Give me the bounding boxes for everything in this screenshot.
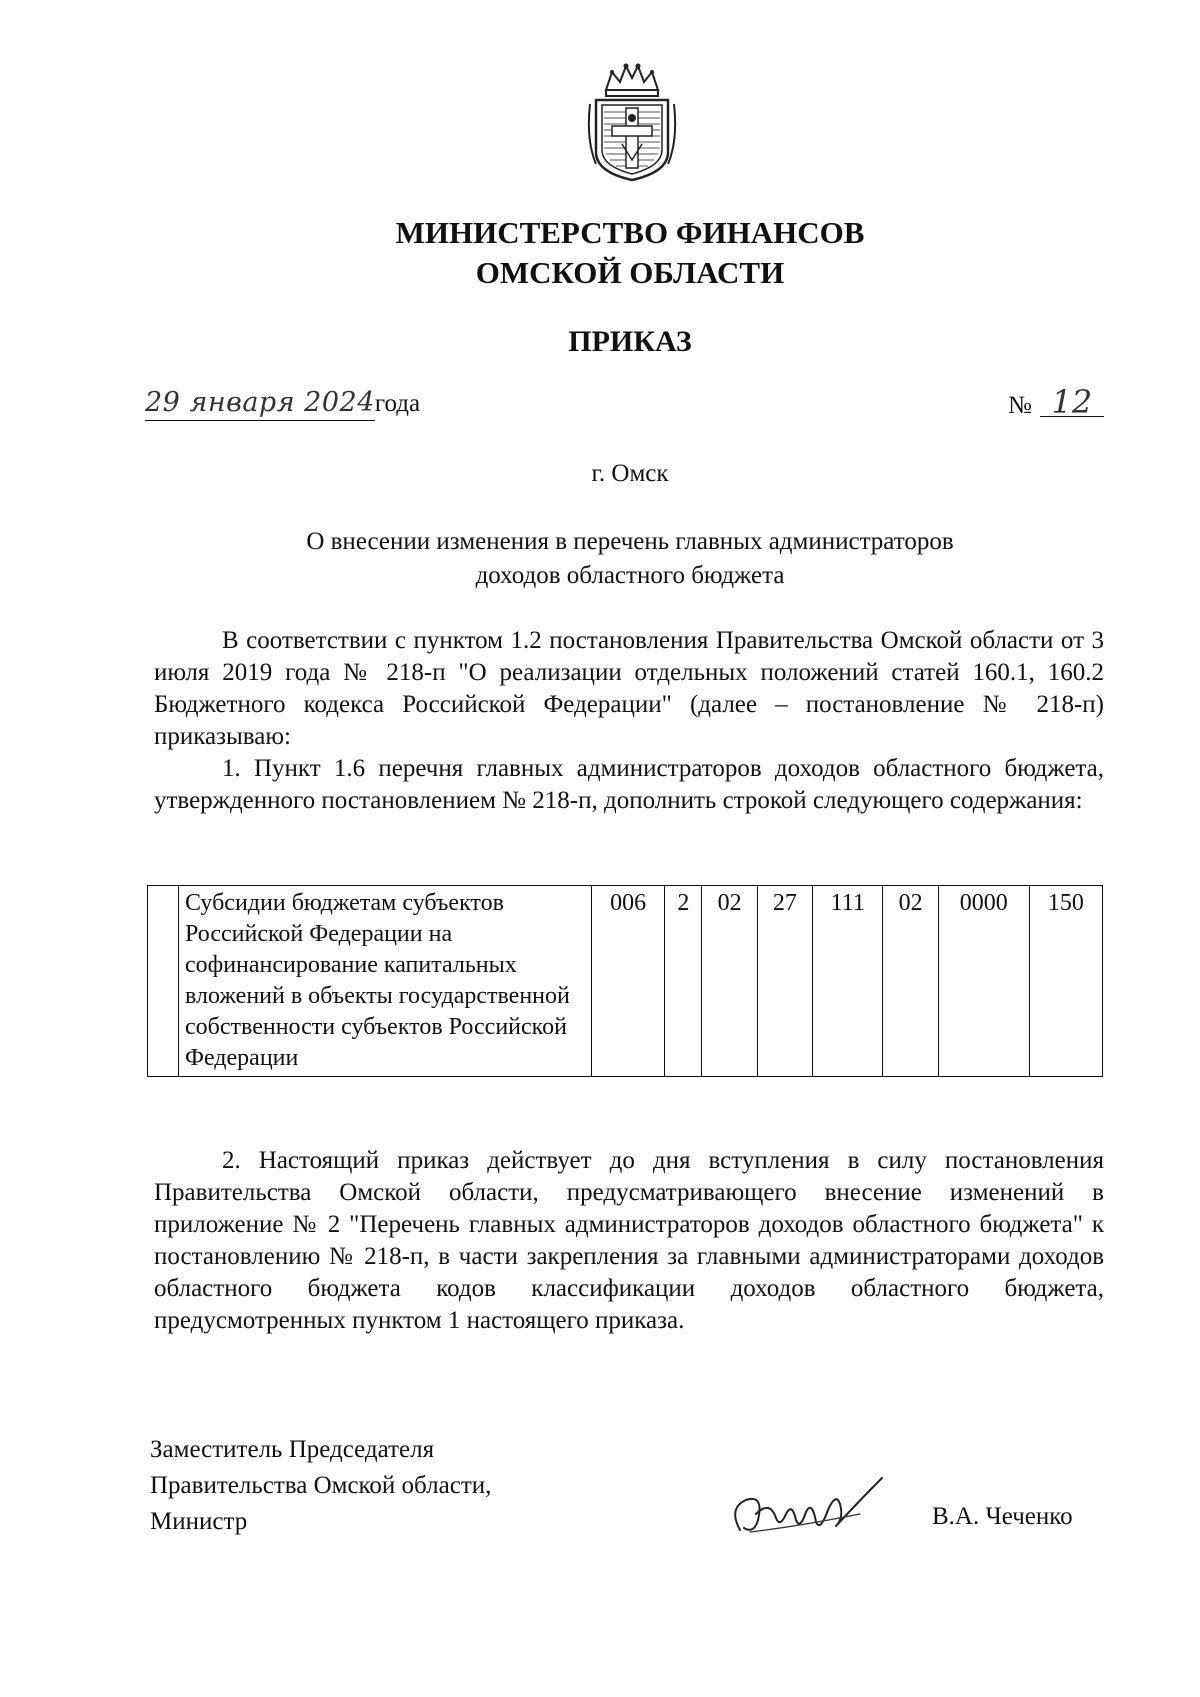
- number-label: №: [1008, 392, 1032, 419]
- omsk-coat-of-arms-icon: [584, 60, 680, 184]
- date-handwritten: 29 января 2024: [145, 388, 375, 421]
- table-cell-code: 02: [702, 886, 757, 1077]
- signer-position-line3: Министр: [150, 1508, 248, 1535]
- table-cell-code: 27: [757, 886, 812, 1077]
- order-subject: [0, 525, 1200, 593]
- signer-name: В.А. Чеченко: [932, 1503, 1073, 1530]
- number-handwritten: 12: [1040, 388, 1104, 417]
- paragraph-preamble: В соответствии с пунктом 1.2 постановления Правительства Омской области от 3 июля 2019 года № 218-п "О реализации отдельных положений статей 160.1, 160.2 Бюджетного кодекса Российской Федерации" (далее – постановление № 218-п) приказываю:: [154, 627, 1104, 750]
- table-cell-code: 02: [883, 886, 938, 1077]
- table-cell-code: 0000: [938, 886, 1029, 1077]
- table-cell-blank: [148, 886, 179, 1077]
- revenue-code-table: [147, 885, 1103, 1077]
- handwritten-signature: [720, 1470, 890, 1550]
- table-row: [148, 886, 1103, 1077]
- subject-line1: О внесении изменения в перечень главных администраторов: [306, 528, 954, 555]
- table-cell-code: 111: [812, 886, 883, 1077]
- order-number: [1008, 383, 1104, 421]
- ministry-name-line2: ОМСКОЙ ОБЛАСТИ: [475, 255, 785, 290]
- paragraph-item-2: 2. Настоящий приказ действует до дня вступления в силу постановления Правительства Омской области, предусматривающего внесение изменений в приложение № 2 "Перечень главных администраторов доходов областного бюджета" к постановлению № 218-п, в части закрепления за главными администраторами доходов областного бюджета кодов классификации доходов областного бюджета, предусмотренных пунктом 1 настоящего приказа.: [154, 1147, 1104, 1334]
- table-cell-description: Субсидии бюджетам субъектов Российской Федерации на софинансирование капитальных вложений в объекты государственной собственности субъектов Российской Федерации: [179, 886, 592, 1077]
- table-cell-code: 150: [1029, 886, 1102, 1077]
- table-cell-code: 2: [665, 886, 702, 1077]
- subject-line2: доходов областного бюджета: [475, 562, 785, 589]
- order-title: ПРИКАЗ: [568, 325, 692, 358]
- paragraph-item-1: 1. Пункт 1.6 перечня главных администраторов доходов областного бюджета, утвержденного постановлением № 218-п, дополнить строкой следующего содержания:: [154, 755, 1104, 814]
- signer-position-line1: Заместитель Председателя: [150, 1436, 435, 1463]
- signer-position-line2: Правительства Омской области,: [150, 1472, 492, 1499]
- order-date: [145, 388, 420, 421]
- signer-position: [150, 1432, 491, 1540]
- ministry-name-line1: МИНИСТЕРСТВО ФИНАНСОВ: [395, 215, 865, 250]
- city: г. Омск: [591, 460, 669, 487]
- date-suffix: года: [374, 390, 421, 417]
- table-cell-code: 006: [592, 886, 665, 1077]
